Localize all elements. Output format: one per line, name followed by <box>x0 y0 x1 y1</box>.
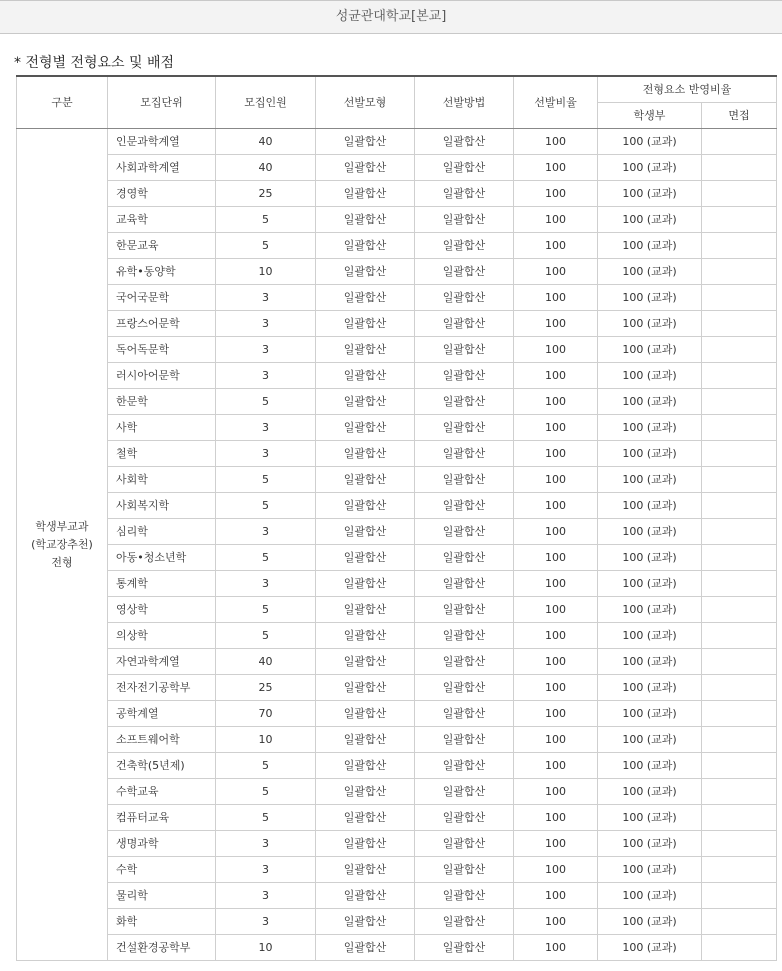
model-cell: 일괄합산 <box>316 233 415 259</box>
table-row <box>17 285 777 311</box>
interview-cell <box>702 493 777 519</box>
table-row <box>17 883 777 909</box>
interview-cell <box>702 415 777 441</box>
ratio-cell: 100 <box>514 181 598 207</box>
category-label-2: (학교장추천) <box>31 537 93 551</box>
method-cell: 일괄합산 <box>415 857 514 883</box>
count-cell: 5 <box>216 545 316 571</box>
count-cell: 3 <box>216 519 316 545</box>
unit-cell: 물리학 <box>108 883 216 909</box>
ratio-cell: 100 <box>514 415 598 441</box>
count-cell: 5 <box>216 389 316 415</box>
method-cell: 일괄합산 <box>415 129 514 155</box>
ratio-cell: 100 <box>514 363 598 389</box>
unit-cell: 의상학 <box>108 623 216 649</box>
model-cell: 일괄합산 <box>316 597 415 623</box>
record-cell: 100 (교과) <box>598 597 702 623</box>
count-cell: 10 <box>216 935 316 961</box>
model-cell: 일괄합산 <box>316 519 415 545</box>
interview-cell <box>702 467 777 493</box>
record-cell: 100 (교과) <box>598 727 702 753</box>
header-interview: 면접 <box>702 103 777 129</box>
header-method: 선발방법 <box>415 76 514 129</box>
method-cell: 일괄합산 <box>415 311 514 337</box>
record-cell: 100 (교과) <box>598 805 702 831</box>
method-cell: 일괄합산 <box>415 363 514 389</box>
interview-cell <box>702 857 777 883</box>
unit-cell: 프랑스어문학 <box>108 311 216 337</box>
unit-cell: 사회과학계열 <box>108 155 216 181</box>
count-cell: 10 <box>216 727 316 753</box>
header-model: 선발모형 <box>316 76 415 129</box>
unit-cell: 국어국문학 <box>108 285 216 311</box>
count-cell: 5 <box>216 233 316 259</box>
record-cell: 100 (교과) <box>598 623 702 649</box>
unit-cell: 러시아어문학 <box>108 363 216 389</box>
count-cell: 40 <box>216 649 316 675</box>
model-cell: 일괄합산 <box>316 701 415 727</box>
method-cell: 일괄합산 <box>415 727 514 753</box>
method-cell: 일괄합산 <box>415 493 514 519</box>
record-cell: 100 (교과) <box>598 545 702 571</box>
count-cell: 5 <box>216 493 316 519</box>
unit-cell: 전자전기공학부 <box>108 675 216 701</box>
ratio-cell: 100 <box>514 389 598 415</box>
ratio-cell: 100 <box>514 909 598 935</box>
interview-cell <box>702 545 777 571</box>
method-cell: 일괄합산 <box>415 337 514 363</box>
unit-cell: 인문과학계열 <box>108 129 216 155</box>
header-elements: 전형요소 반영비율 <box>598 76 777 103</box>
method-cell: 일괄합산 <box>415 285 514 311</box>
interview-cell <box>702 909 777 935</box>
ratio-cell: 100 <box>514 571 598 597</box>
method-cell: 일괄합산 <box>415 623 514 649</box>
record-cell: 100 (교과) <box>598 363 702 389</box>
record-cell: 100 (교과) <box>598 857 702 883</box>
unit-cell: 건축학(5년제) <box>108 753 216 779</box>
ratio-cell: 100 <box>514 337 598 363</box>
model-cell: 일괄합산 <box>316 155 415 181</box>
model-cell: 일괄합산 <box>316 493 415 519</box>
method-cell: 일괄합산 <box>415 181 514 207</box>
table-row <box>17 363 777 389</box>
interview-cell <box>702 623 777 649</box>
record-cell: 100 (교과) <box>598 467 702 493</box>
count-cell: 5 <box>216 753 316 779</box>
ratio-cell: 100 <box>514 883 598 909</box>
interview-cell <box>702 727 777 753</box>
table-row <box>17 701 777 727</box>
ratio-cell: 100 <box>514 441 598 467</box>
count-cell: 3 <box>216 831 316 857</box>
interview-cell <box>702 155 777 181</box>
table-row <box>17 831 777 857</box>
method-cell: 일괄합산 <box>415 779 514 805</box>
method-cell: 일괄합산 <box>415 441 514 467</box>
unit-cell: 사회복지학 <box>108 493 216 519</box>
method-cell: 일괄합산 <box>415 883 514 909</box>
method-cell: 일괄합산 <box>415 935 514 961</box>
method-cell: 일괄합산 <box>415 519 514 545</box>
ratio-cell: 100 <box>514 233 598 259</box>
category-label-1: 학생부교과 <box>35 519 89 533</box>
ratio-cell: 100 <box>514 545 598 571</box>
table-row <box>17 441 777 467</box>
header-ratio: 선발비율 <box>514 76 598 129</box>
ratio-cell: 100 <box>514 779 598 805</box>
unit-cell: 유학•동양학 <box>108 259 216 285</box>
model-cell: 일괄합산 <box>316 467 415 493</box>
table-row <box>17 545 777 571</box>
interview-cell <box>702 883 777 909</box>
ratio-cell: 100 <box>514 467 598 493</box>
header-count: 모집인원 <box>216 76 316 129</box>
unit-cell: 아동•청소년학 <box>108 545 216 571</box>
count-cell: 70 <box>216 701 316 727</box>
record-cell: 100 (교과) <box>598 493 702 519</box>
model-cell: 일괄합산 <box>316 649 415 675</box>
method-cell: 일괄합산 <box>415 571 514 597</box>
category-label-3: 전형 <box>51 555 73 569</box>
record-cell: 100 (교과) <box>598 233 702 259</box>
unit-cell: 경영학 <box>108 181 216 207</box>
ratio-cell: 100 <box>514 753 598 779</box>
count-cell: 5 <box>216 623 316 649</box>
section-title: * 전형별 전형요소 및 배점 <box>14 55 175 71</box>
ratio-cell: 100 <box>514 207 598 233</box>
unit-cell: 심리학 <box>108 519 216 545</box>
header-unit: 모집단위 <box>108 76 216 129</box>
unit-cell: 영상학 <box>108 597 216 623</box>
unit-cell: 통계학 <box>108 571 216 597</box>
unit-cell: 생명과학 <box>108 831 216 857</box>
record-cell: 100 (교과) <box>598 337 702 363</box>
unit-cell: 한문학 <box>108 389 216 415</box>
interview-cell <box>702 389 777 415</box>
table-row <box>17 415 777 441</box>
interview-cell <box>702 181 777 207</box>
count-cell: 10 <box>216 259 316 285</box>
record-cell: 100 (교과) <box>598 311 702 337</box>
record-cell: 100 (교과) <box>598 831 702 857</box>
record-cell: 100 (교과) <box>598 155 702 181</box>
university-title: 성균관대학교[본교] <box>335 9 447 24</box>
ratio-cell: 100 <box>514 649 598 675</box>
interview-cell <box>702 753 777 779</box>
table-row <box>17 857 777 883</box>
ratio-cell: 100 <box>514 805 598 831</box>
ratio-cell: 100 <box>514 675 598 701</box>
table-row <box>17 649 777 675</box>
table-row <box>17 389 777 415</box>
method-cell: 일괄합산 <box>415 259 514 285</box>
interview-cell <box>702 779 777 805</box>
model-cell: 일괄합산 <box>316 129 415 155</box>
method-cell: 일괄합산 <box>415 597 514 623</box>
unit-cell: 건설환경공학부 <box>108 935 216 961</box>
table-row <box>17 675 777 701</box>
unit-cell: 공학계열 <box>108 701 216 727</box>
count-cell: 25 <box>216 675 316 701</box>
unit-cell: 한문교육 <box>108 233 216 259</box>
method-cell: 일괄합산 <box>415 753 514 779</box>
record-cell: 100 (교과) <box>598 649 702 675</box>
method-cell: 일괄합산 <box>415 805 514 831</box>
count-cell: 5 <box>216 779 316 805</box>
model-cell: 일괄합산 <box>316 831 415 857</box>
ratio-cell: 100 <box>514 701 598 727</box>
ratio-cell: 100 <box>514 623 598 649</box>
method-cell: 일괄합산 <box>415 389 514 415</box>
ratio-cell: 100 <box>514 285 598 311</box>
model-cell: 일괄합산 <box>316 363 415 389</box>
table-row <box>17 805 777 831</box>
record-cell: 100 (교과) <box>598 285 702 311</box>
ratio-cell: 100 <box>514 155 598 181</box>
model-cell: 일괄합산 <box>316 259 415 285</box>
header-record: 학생부 <box>598 103 702 129</box>
model-cell: 일괄합산 <box>316 207 415 233</box>
record-cell: 100 (교과) <box>598 753 702 779</box>
method-cell: 일괄합산 <box>415 649 514 675</box>
record-cell: 100 (교과) <box>598 441 702 467</box>
unit-cell: 독어독문학 <box>108 337 216 363</box>
interview-cell <box>702 285 777 311</box>
interview-cell <box>702 519 777 545</box>
model-cell: 일괄합산 <box>316 935 415 961</box>
table-row <box>17 779 777 805</box>
method-cell: 일괄합산 <box>415 545 514 571</box>
method-cell: 일괄합산 <box>415 415 514 441</box>
model-cell: 일괄합산 <box>316 753 415 779</box>
table-row <box>17 519 777 545</box>
record-cell: 100 (교과) <box>598 415 702 441</box>
method-cell: 일괄합산 <box>415 701 514 727</box>
admission-elements-table <box>16 75 777 961</box>
unit-cell: 수학교육 <box>108 779 216 805</box>
count-cell: 3 <box>216 857 316 883</box>
model-cell: 일괄합산 <box>316 857 415 883</box>
count-cell: 3 <box>216 337 316 363</box>
method-cell: 일괄합산 <box>415 155 514 181</box>
model-cell: 일괄합산 <box>316 909 415 935</box>
interview-cell <box>702 311 777 337</box>
record-cell: 100 (교과) <box>598 207 702 233</box>
method-cell: 일괄합산 <box>415 831 514 857</box>
table-row <box>17 311 777 337</box>
record-cell: 100 (교과) <box>598 571 702 597</box>
table-row <box>17 129 777 155</box>
table-row <box>17 207 777 233</box>
unit-cell: 철학 <box>108 441 216 467</box>
record-cell: 100 (교과) <box>598 935 702 961</box>
interview-cell <box>702 701 777 727</box>
model-cell: 일괄합산 <box>316 623 415 649</box>
table-row <box>17 935 777 961</box>
ratio-cell: 100 <box>514 857 598 883</box>
table-row <box>17 727 777 753</box>
interview-cell <box>702 597 777 623</box>
method-cell: 일괄합산 <box>415 909 514 935</box>
count-cell: 3 <box>216 363 316 389</box>
model-cell: 일괄합산 <box>316 285 415 311</box>
count-cell: 3 <box>216 571 316 597</box>
method-cell: 일괄합산 <box>415 207 514 233</box>
unit-cell: 사학 <box>108 415 216 441</box>
ratio-cell: 100 <box>514 311 598 337</box>
interview-cell <box>702 259 777 285</box>
method-cell: 일괄합산 <box>415 233 514 259</box>
model-cell: 일괄합산 <box>316 727 415 753</box>
ratio-cell: 100 <box>514 597 598 623</box>
category-group-cell <box>17 129 108 961</box>
record-cell: 100 (교과) <box>598 909 702 935</box>
table-row <box>17 233 777 259</box>
table-row <box>17 623 777 649</box>
table-row <box>17 909 777 935</box>
table-row <box>17 493 777 519</box>
interview-cell <box>702 831 777 857</box>
ratio-cell: 100 <box>514 727 598 753</box>
count-cell: 40 <box>216 129 316 155</box>
count-cell: 40 <box>216 155 316 181</box>
ratio-cell: 100 <box>514 129 598 155</box>
interview-cell <box>702 649 777 675</box>
interview-cell <box>702 233 777 259</box>
method-cell: 일괄합산 <box>415 675 514 701</box>
ratio-cell: 100 <box>514 259 598 285</box>
model-cell: 일괄합산 <box>316 805 415 831</box>
table-row <box>17 337 777 363</box>
model-cell: 일괄합산 <box>316 311 415 337</box>
record-cell: 100 (교과) <box>598 389 702 415</box>
count-cell: 5 <box>216 805 316 831</box>
interview-cell <box>702 571 777 597</box>
table-body <box>17 129 777 961</box>
ratio-cell: 100 <box>514 935 598 961</box>
record-cell: 100 (교과) <box>598 675 702 701</box>
method-cell: 일괄합산 <box>415 467 514 493</box>
table-row <box>17 571 777 597</box>
record-cell: 100 (교과) <box>598 883 702 909</box>
model-cell: 일괄합산 <box>316 389 415 415</box>
table-row <box>17 259 777 285</box>
count-cell: 3 <box>216 883 316 909</box>
unit-cell: 화학 <box>108 909 216 935</box>
model-cell: 일괄합산 <box>316 181 415 207</box>
unit-cell: 수학 <box>108 857 216 883</box>
table-row <box>17 181 777 207</box>
table-row <box>17 753 777 779</box>
record-cell: 100 (교과) <box>598 181 702 207</box>
unit-cell: 자연과학계열 <box>108 649 216 675</box>
interview-cell <box>702 935 777 961</box>
count-cell: 25 <box>216 181 316 207</box>
interview-cell <box>702 363 777 389</box>
ratio-cell: 100 <box>514 831 598 857</box>
count-cell: 3 <box>216 285 316 311</box>
unit-cell: 소프트웨어학 <box>108 727 216 753</box>
interview-cell <box>702 129 777 155</box>
count-cell: 3 <box>216 909 316 935</box>
interview-cell <box>702 441 777 467</box>
record-cell: 100 (교과) <box>598 519 702 545</box>
table-row <box>17 597 777 623</box>
unit-cell: 컴퓨터교육 <box>108 805 216 831</box>
model-cell: 일괄합산 <box>316 415 415 441</box>
record-cell: 100 (교과) <box>598 779 702 805</box>
header-category: 구분 <box>17 76 108 129</box>
count-cell: 5 <box>216 467 316 493</box>
model-cell: 일괄합산 <box>316 545 415 571</box>
interview-cell <box>702 337 777 363</box>
model-cell: 일괄합산 <box>316 675 415 701</box>
unit-cell: 사회학 <box>108 467 216 493</box>
university-title-bar <box>0 0 782 34</box>
table-row <box>17 155 777 181</box>
count-cell: 3 <box>216 415 316 441</box>
count-cell: 3 <box>216 441 316 467</box>
model-cell: 일괄합산 <box>316 883 415 909</box>
ratio-cell: 100 <box>514 519 598 545</box>
interview-cell <box>702 805 777 831</box>
table-row <box>17 467 777 493</box>
unit-cell: 교육학 <box>108 207 216 233</box>
interview-cell <box>702 675 777 701</box>
model-cell: 일괄합산 <box>316 337 415 363</box>
model-cell: 일괄합산 <box>316 779 415 805</box>
count-cell: 3 <box>216 311 316 337</box>
model-cell: 일괄합산 <box>316 441 415 467</box>
interview-cell <box>702 207 777 233</box>
ratio-cell: 100 <box>514 493 598 519</box>
count-cell: 5 <box>216 597 316 623</box>
model-cell: 일괄합산 <box>316 571 415 597</box>
record-cell: 100 (교과) <box>598 129 702 155</box>
record-cell: 100 (교과) <box>598 701 702 727</box>
count-cell: 5 <box>216 207 316 233</box>
record-cell: 100 (교과) <box>598 259 702 285</box>
